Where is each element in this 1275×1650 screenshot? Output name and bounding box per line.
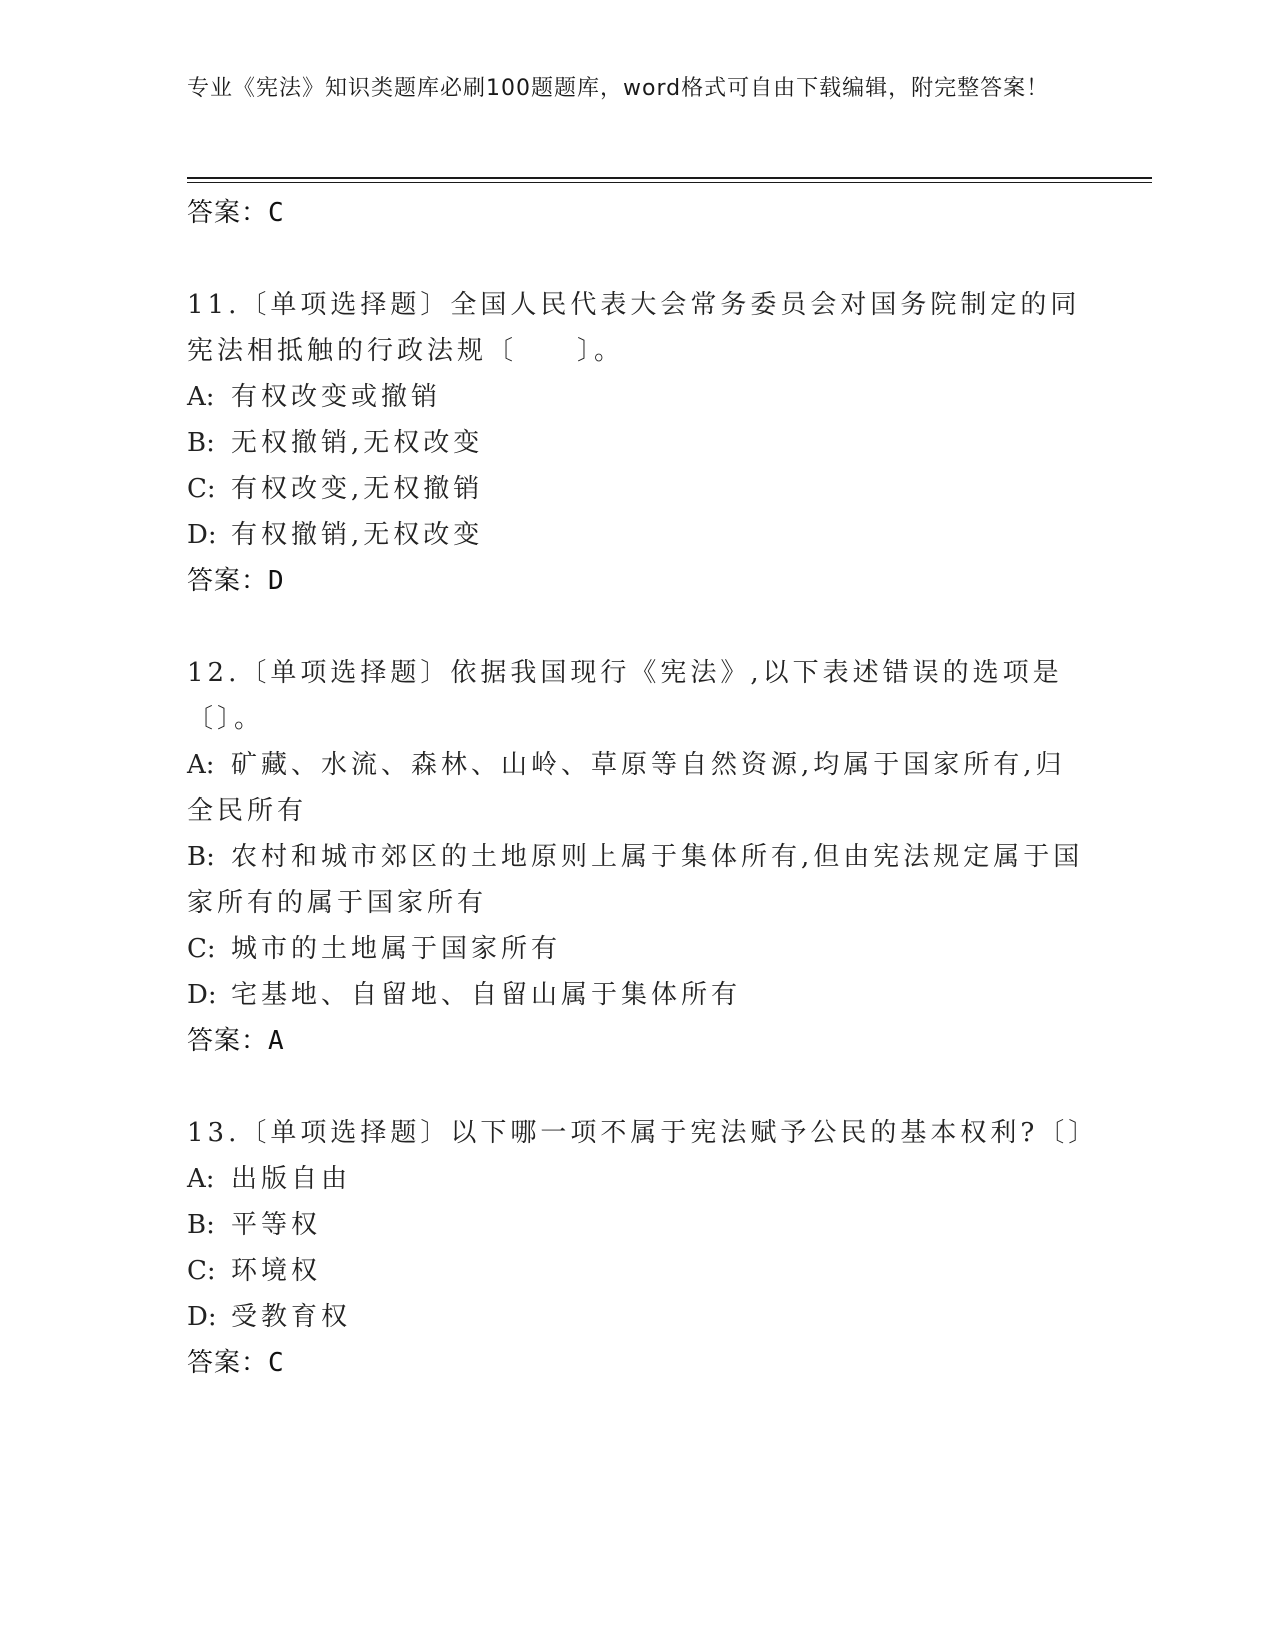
question-list [187, 190, 1099, 1386]
option-text: 矿藏、水流、森林、山岭、草原等自然资源,均属于国家所有,归全民所有 [187, 750, 1066, 826]
question-11-option-c [187, 466, 1087, 512]
option-text: 有权改变或撤销 [231, 382, 442, 412]
option-text: 农村和城市郊区的土地原则上属于集体所有,但由宪法规定属于国家所有的属于国家所有 [187, 842, 1084, 918]
question-11-answer [187, 558, 1087, 604]
option-letter: D: [187, 1302, 217, 1332]
option-letter: B: [187, 428, 215, 458]
question-11-text: 11.〔单项选择题〕全国人民代表大会常务委员会对国务院制定的同宪法相抵触的行政法规〔 〕。 [187, 290, 1081, 366]
option-text: 城市的土地属于国家所有 [231, 934, 562, 964]
option-text: 受教育权 [231, 1302, 352, 1332]
header-divider-thick [187, 177, 1152, 179]
option-text: 有权改变,无权撤销 [231, 474, 484, 504]
option-letter: B: [187, 1210, 215, 1240]
question-12-option-b [187, 834, 1087, 926]
question-13-option-c [187, 1248, 1087, 1294]
option-text: 环境权 [231, 1256, 322, 1286]
question-13-option-b [187, 1202, 1087, 1248]
question-12-text: 12.〔单项选择题〕依据我国现行《宪法》,以下表述错误的选项是〔〕。 [187, 658, 1063, 734]
option-text: 平等权 [231, 1210, 322, 1240]
question-12-answer [187, 1018, 1087, 1064]
answer-label: 答案： [187, 1026, 269, 1056]
option-text: 有权撤销,无权改变 [231, 520, 484, 550]
question-11-option-d [187, 512, 1087, 558]
document-header: 专业《宪法》知识类题库必刷100题题库，word格式可自由下载编辑，附完整答案！ [187, 76, 1050, 101]
option-letter: A: [187, 750, 215, 780]
spacer [187, 604, 1087, 650]
question-12-option-d [187, 972, 1087, 1018]
spacer [187, 236, 1087, 282]
question-13-option-a [187, 1156, 1087, 1202]
option-letter: C: [187, 1256, 216, 1286]
option-text: 宅基地、自留地、自留山属于集体所有 [231, 980, 742, 1010]
previous-answer [187, 190, 1087, 236]
answer-label: 答案： [187, 1348, 269, 1378]
answer-value: A [268, 1026, 285, 1056]
answer-label: 答案： [187, 198, 269, 228]
spacer [187, 1064, 1087, 1110]
question-11-option-a [187, 374, 1087, 420]
question-12-option-c [187, 926, 1087, 972]
option-letter: A: [187, 382, 215, 412]
question-13-text: 13.〔单项选择题〕以下哪一项不属于宪法赋予公民的基本权利?〔〕 [187, 1118, 1099, 1148]
question-12-option-a [187, 742, 1087, 834]
option-letter: B: [187, 842, 215, 872]
answer-label: 答案： [187, 566, 269, 596]
option-letter: C: [187, 474, 216, 504]
question-13-answer [187, 1340, 1087, 1386]
answer-value: C [268, 198, 285, 228]
answer-value: D [268, 566, 285, 596]
option-text: 无权撤销,无权改变 [231, 428, 484, 458]
question-13-option-d [187, 1294, 1087, 1340]
option-letter: C: [187, 934, 216, 964]
option-text: 出版自由 [231, 1164, 352, 1194]
option-letter: D: [187, 980, 217, 1010]
answer-value: C [268, 1348, 285, 1378]
header-divider-thin [187, 182, 1152, 183]
question-11-option-b [187, 420, 1087, 466]
option-letter: A: [187, 1164, 215, 1194]
option-letter: D: [187, 520, 217, 550]
